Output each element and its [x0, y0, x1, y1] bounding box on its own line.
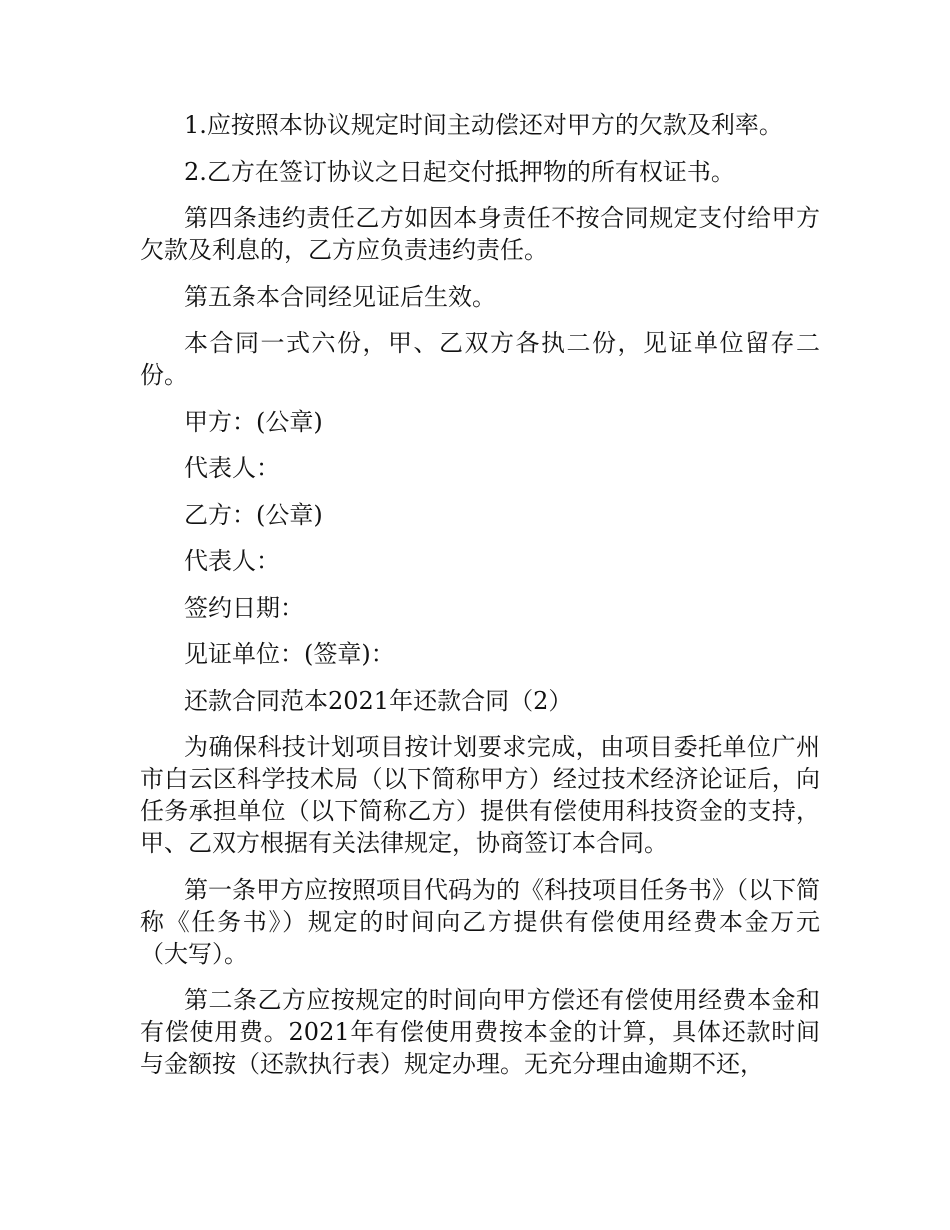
party-a-seal: 甲方：(公章) [184, 407, 323, 436]
party-a-representative: 代表人： [184, 454, 280, 482]
article-5-effective: 第五条本合同经见证后生效。 [184, 282, 496, 311]
signing-date: 签约日期： [184, 593, 304, 622]
article-4-breach: 第四条违约责任乙方如因本身责任不按合同规定支付给甲方欠款及利息的，乙方应负责违约责任。 [140, 204, 820, 264]
party-b-representative: 代表人： [184, 547, 280, 575]
document-body [140, 109, 820, 1095]
article-1: 第一条甲方应按照项目代码为的《科技项目任务书》（以下简称《任务书》）规定的时间向乙方提供有偿使用经费本金万元（大写）。 [140, 875, 820, 968]
section-title: 还款合同范本2021年还款合同（2） [184, 686, 573, 715]
article-2: 第二条乙方应按规定的时间向甲方偿还有偿使用经费本金和有偿使用费。2021年有偿使用费按本金的计算，具体还款时间与金额按（还款执行表）规定办理。无充分理由逾期不还， [140, 986, 820, 1078]
witness-unit: 见证单位：(签章)： [184, 640, 395, 668]
copies-clause: 本合同一式六份，甲、乙双方各执二份，见证单位留存二份。 [140, 329, 820, 389]
party-b-seal: 乙方：(公章) [184, 500, 323, 529]
clause-repay-on-time: 1.应按照本协议规定时间主动偿还对甲方的欠款及利率。 [184, 111, 783, 139]
clause-deliver-certificate: 2.乙方在签订协议之日起交付抵押物的所有权证书。 [184, 157, 735, 186]
preamble: 为确保科技计划项目按计划要求完成，由项目委托单位广州市白云区科学技术局（以下简称甲方）经过技术经济论证后，向任务承担单位（以下简称乙方）提供有偿使用科技资金的支持，甲、乙双方根据有关法律规定，协商签订本合同。 [140, 733, 820, 857]
